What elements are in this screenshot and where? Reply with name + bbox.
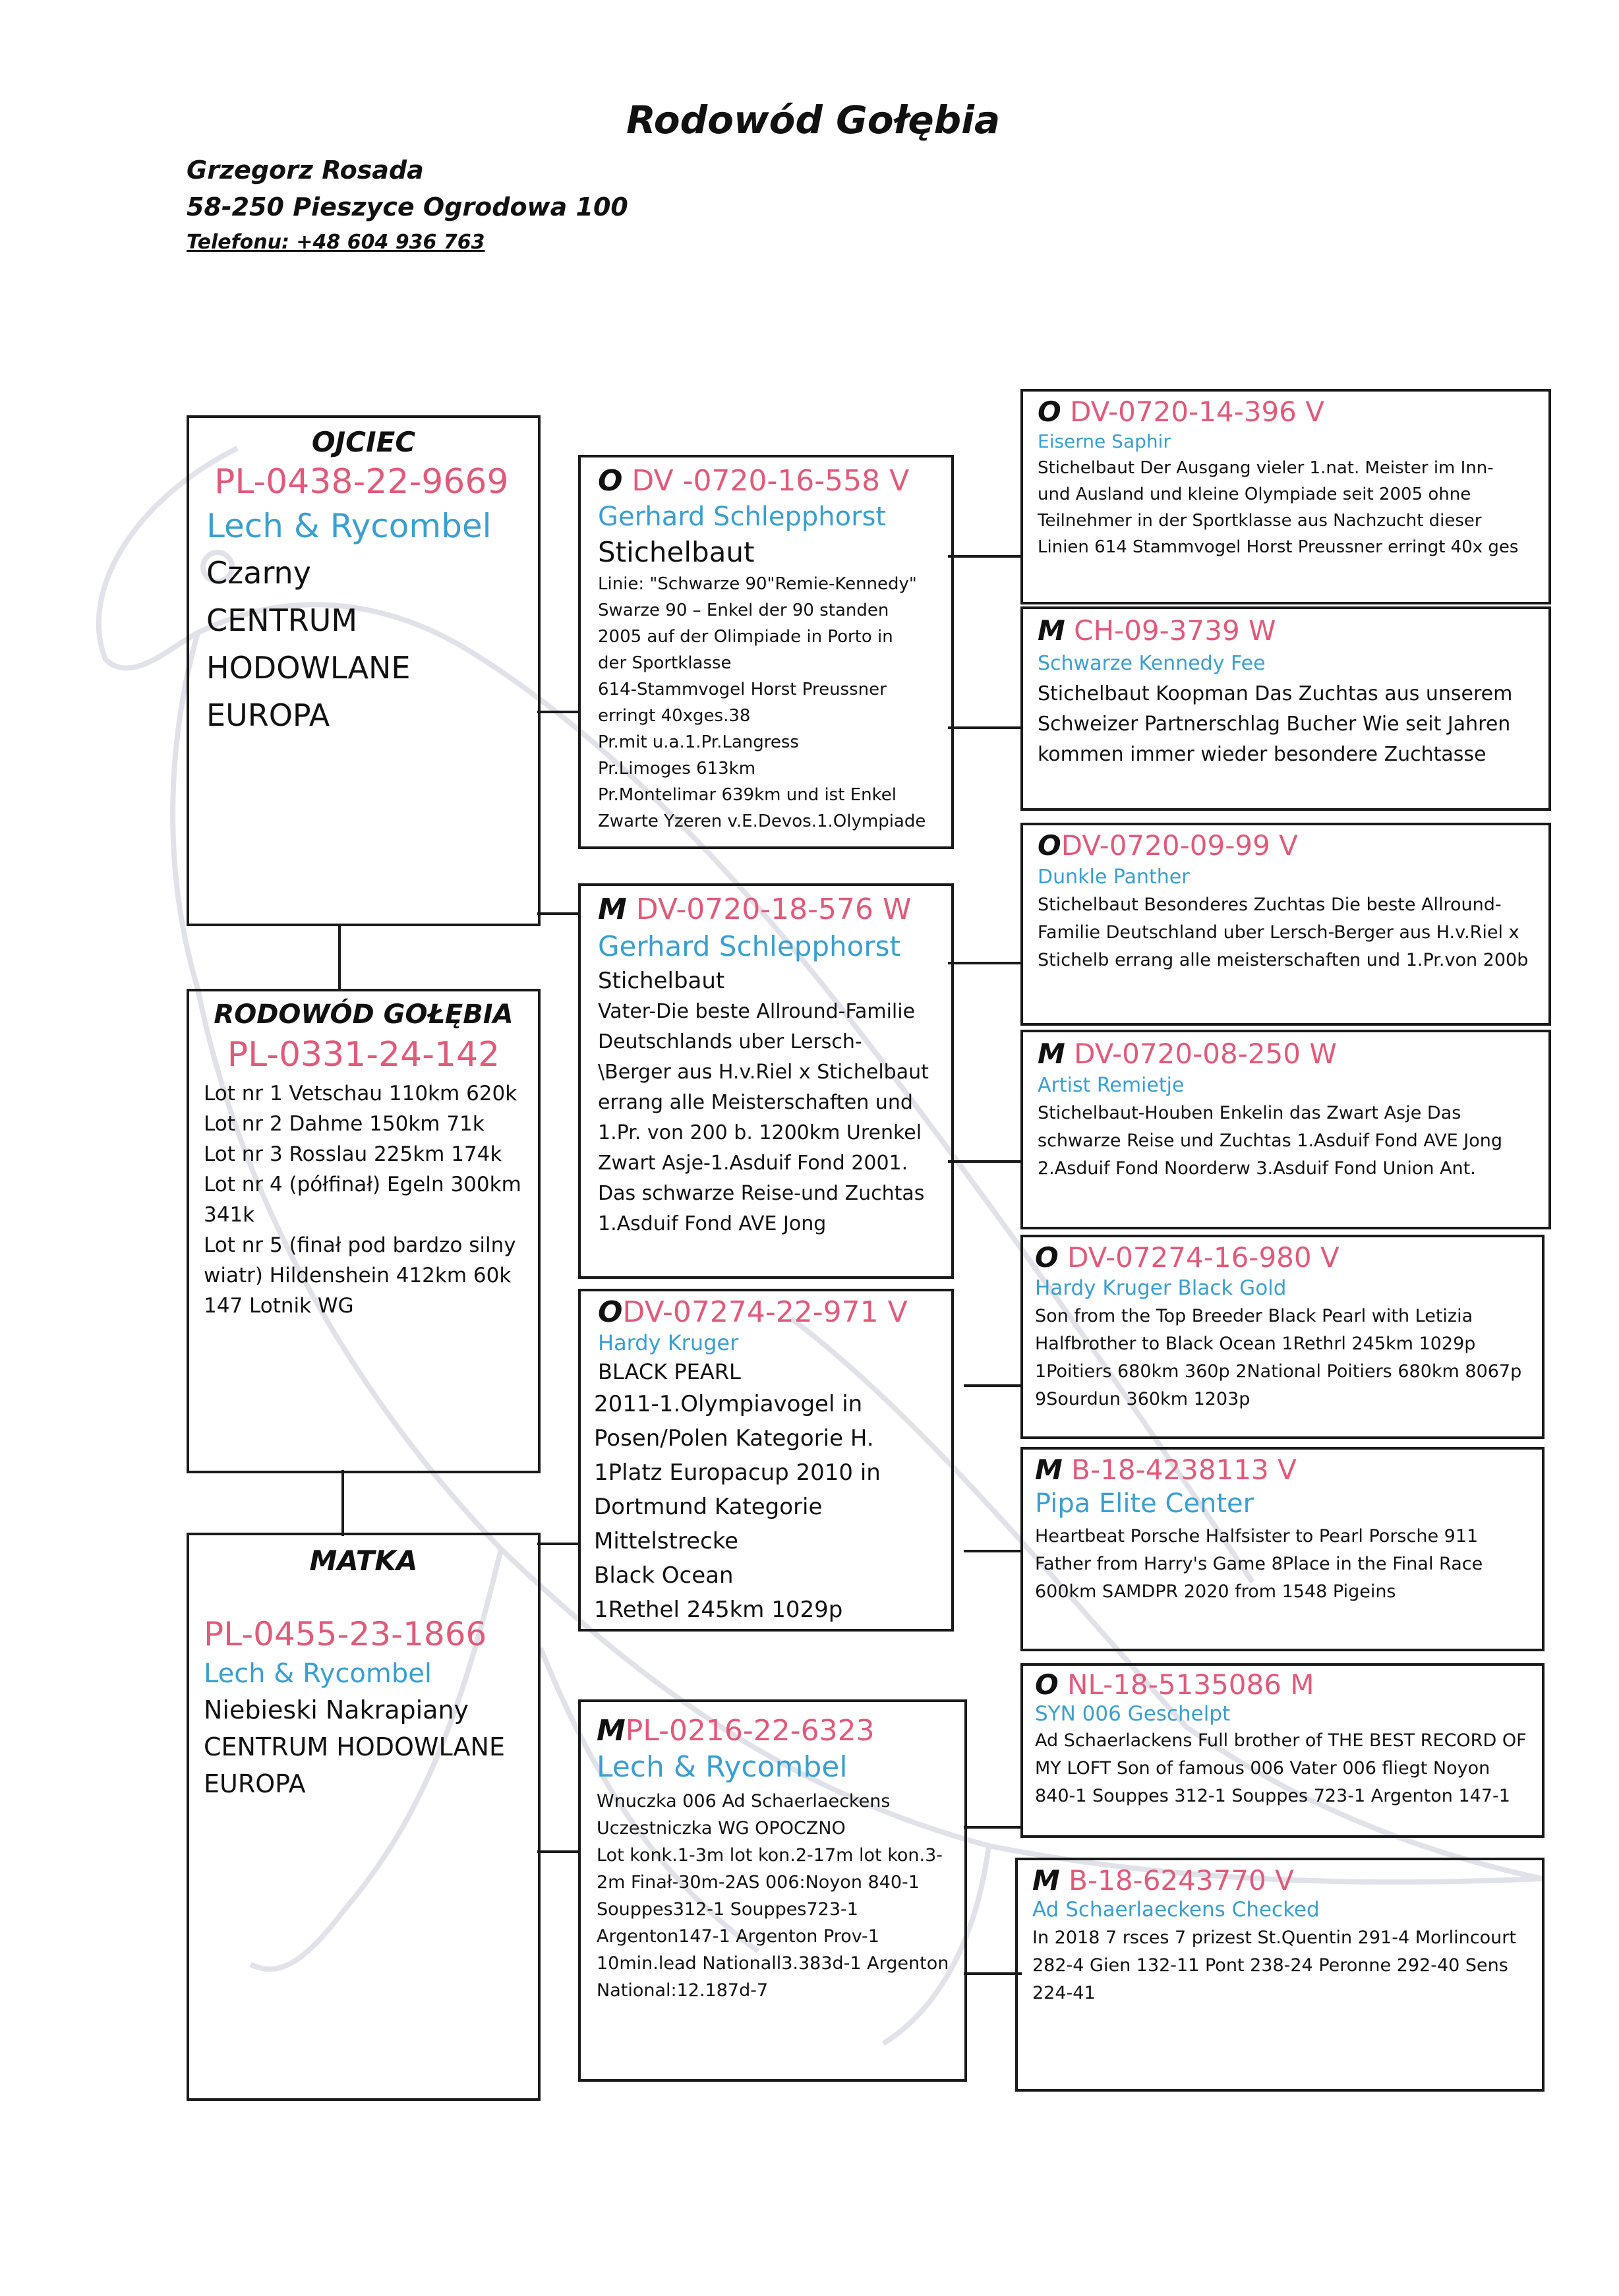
sex-marker: M bbox=[1038, 614, 1065, 647]
gen2-card bbox=[578, 1699, 967, 2082]
gen3-card bbox=[1020, 1235, 1545, 1439]
subject-details: Lot nr 1 Vetschau 110km 620k Lot nr 2 Dahme 150km 71k Lot nr 3 Rosslau 225km 174k Lot nr 4 (półfinał) Egeln 300km 341k Lot nr 5 (finał pod bardzo silny wiatr) Hildenshein 412km 60k 147 Lotnik WG bbox=[204, 1082, 521, 1318]
breeder-name: SYN 006 Geschelpt bbox=[1035, 1702, 1231, 1726]
connector-line bbox=[948, 1160, 1022, 1163]
gen3-card bbox=[1020, 1030, 1551, 1229]
pigeon-details: Stichelbaut-Houben Enkelin das Zwart Asje Das schwarze Reise und Zuchtas 1.Asduif Fond AVE Jong 2.Asduif Fond Noorderw 3.Asduif Fond Union Ant. bbox=[1038, 1103, 1502, 1179]
connector-line bbox=[948, 962, 1022, 964]
breeder-name: Gerhard Schlepphorst bbox=[598, 930, 900, 962]
sex-marker: M bbox=[1035, 1454, 1063, 1486]
gen3-card bbox=[1015, 1858, 1545, 2092]
breeder-name: Ad Schaerlaeckens Checked bbox=[1032, 1898, 1320, 1922]
ring-number: DV -0720-16-558 V bbox=[622, 464, 910, 498]
ring-number: DV-07274-22-971 V bbox=[622, 1295, 908, 1329]
breeder-name: Hardy Kruger Black Gold bbox=[1035, 1276, 1287, 1300]
pigeon-details: Stichelbaut Koopman Das Zuchtas aus unserem Schweizer Partnerschlag Bucher Wie seit Jahren kommen immer wieder besondere Zuchtasse bbox=[1038, 682, 1513, 766]
pigeon-details: Wnuczka 006 Ad Schaerlaeckens Uczestniczka WG OPOCZNO Lot konk.1-3m lot kon.2-17m lot kon.3- 2m Finał-30m-2AS 006:Noyon 840-1 Souppes312-1 Souppes723-1 Argenton147-1 Argenton Prov-1 10min.lead Nationall3.383d-1 Argenton National:12.187d-7 bbox=[597, 1791, 949, 2001]
gen3-card bbox=[1020, 1447, 1545, 1651]
connector-line bbox=[964, 1826, 1022, 1829]
gen3-card bbox=[1020, 1663, 1545, 1838]
matka-card bbox=[187, 1533, 541, 2101]
breeder-name: Eiserne Saphir bbox=[1038, 430, 1171, 452]
ojciec-label: OJCIEC bbox=[311, 426, 416, 458]
pigeon-name: BLACK PEARL bbox=[598, 1359, 741, 1384]
connector-line bbox=[964, 1972, 1022, 1975]
pigeon-details: 2011-1.Olympiavogel in Posen/Polen Kategorie H. 1Platz Europacup 2010 in Dortmund Kategorie Mittelstrecke Black Ocean 1Rethel 245km 1029p bbox=[594, 1391, 881, 1623]
gen2-card bbox=[578, 883, 954, 1279]
subject-card bbox=[187, 989, 541, 1473]
owner-name: Grzegorz Rosada bbox=[187, 156, 424, 185]
breeder-name: Gerhard Schlepphorst bbox=[598, 502, 887, 532]
sex-marker: O bbox=[1035, 1668, 1059, 1701]
ring-number: NL-18-5135086 M bbox=[1058, 1668, 1314, 1701]
matka-details: Niebieski Nakrapiany CENTRUM HODOWLANE EUROPA bbox=[204, 1695, 505, 1798]
ring-number: B-18-6243770 V bbox=[1059, 1864, 1294, 1897]
breeder-name: Lech & Rycombel bbox=[597, 1750, 848, 1784]
gen3-card bbox=[1020, 823, 1551, 1026]
owner-phone: Telefonu: +48 604 936 763 bbox=[187, 231, 485, 254]
pigeon-details: Son from the Top Breeder Black Pearl with Letizia Halfbrother to Black Ocean 1Rethrl 245km 1029p 1Poitiers 680km 360p 2National Poitiers 680km 8067p 9Sourdun 360km 1203p bbox=[1035, 1306, 1522, 1409]
sex-marker: O bbox=[1035, 1241, 1059, 1274]
connector-line bbox=[338, 924, 341, 991]
connector-line bbox=[964, 1384, 1022, 1387]
ojciec-breeder: Lech & Rycombel bbox=[206, 507, 492, 545]
pigeon-details: Vater-Die beste Allround-Familie Deutschlands uber Lersch- \Berger aus H.v.Riel x Stichelbaut errang alle Meisterschaften und 1.Pr. von 200 b. 1200km Urenkel Zwart Asje-1.Asduif Fond 2001. Das schwarze Reise-und Zuchtas 1.Asduif Fond AVE Jong bbox=[598, 1000, 929, 1235]
connector-line bbox=[537, 912, 578, 915]
sex-marker: M bbox=[598, 893, 627, 926]
breeder-name: Schwarze Kennedy Fee bbox=[1038, 652, 1266, 675]
connector-line bbox=[964, 1550, 1022, 1552]
pigeon-name: Stichelbaut bbox=[598, 968, 725, 994]
gen2-card bbox=[578, 1289, 954, 1632]
subject-ring: PL-0331-24-142 bbox=[227, 1035, 500, 1074]
matka-breeder: Lech & Rycombel bbox=[204, 1659, 432, 1689]
ojciec-card bbox=[187, 415, 541, 926]
connector-line bbox=[341, 1470, 344, 1536]
pigeon-details: Ad Schaerlackens Full brother of THE BEST RECORD OF MY LOFT Son of famous 006 Vater 006 fliegt Noyon 840-1 Souppes 312-1 Souppes 723-1 Argenton 147-1 bbox=[1035, 1730, 1527, 1806]
ring-number: DV-0720-08-250 W bbox=[1065, 1038, 1337, 1070]
ring-number: CH-09-3739 W bbox=[1065, 614, 1276, 647]
ojciec-details: Czarny CENTRUM HODOWLANE EUROPA bbox=[206, 555, 411, 733]
ojciec-ring: PL-0438-22-9669 bbox=[214, 462, 509, 502]
ring-number: PL-0216-22-6323 bbox=[625, 1714, 875, 1748]
gen3-card bbox=[1020, 606, 1551, 811]
gen3-card bbox=[1020, 389, 1551, 604]
pigeon-details: Stichelbaut Der Ausgang vieler 1.nat. Meister im Inn- und Ausland und kleine Olympiade seit 2005 ohne Teilnehmer in der Sportklasse aus Nachzucht dieser Linien 614 Stammvogel Horst Preussner erringt 40x ges bbox=[1038, 458, 1519, 557]
pigeon-name: Stichelbaut bbox=[598, 536, 755, 568]
document-title: Rodowód Gołębia bbox=[626, 98, 1001, 142]
breeder-name: Artist Remietje bbox=[1038, 1074, 1185, 1097]
breeder-name: Pipa Elite Center bbox=[1035, 1488, 1254, 1519]
ring-number: B-18-4238113 V bbox=[1062, 1454, 1297, 1486]
sex-marker: O bbox=[598, 464, 623, 498]
ring-number: DV-07274-16-980 V bbox=[1058, 1241, 1339, 1274]
matka-label: MATKA bbox=[309, 1545, 418, 1577]
sex-marker: O bbox=[598, 1295, 623, 1329]
pigeon-details: Stichelbaut Besonderes Zuchtas Die beste Allround- Familie Deutschland uber Lersch-Berger aus H.v.Riel x Stichelb errang alle meisterschaften und 1.Pr.von 200b bbox=[1038, 895, 1529, 970]
ring-number: DV-0720-18-576 W bbox=[626, 893, 912, 926]
connector-line bbox=[537, 1850, 578, 1853]
gen2-card bbox=[578, 455, 954, 849]
sex-marker: O bbox=[1038, 829, 1061, 862]
connector-line bbox=[948, 726, 1022, 729]
ring-number: DV-0720-14-396 V bbox=[1061, 396, 1324, 428]
sex-marker: M bbox=[597, 1714, 626, 1748]
connector-line bbox=[948, 555, 1022, 558]
subject-label: RODOWÓD GOŁĘBIA bbox=[214, 999, 514, 1030]
sex-marker: M bbox=[1032, 1864, 1060, 1897]
pigeon-details: Linie: "Schwarze 90"Remie-Kennedy" Swarze 90 – Enkel der 90 standen 2005 auf der Olimpiade in Porto in der Sportklasse 614-Stammvogel Horst Preussner erringt 40xges.38 Pr.mit u.a.1.Pr.Langress Pr.Limoges 613km Pr.Montelimar 639km und ist Enkel Zwarte Yzeren v.E.Devos.1.Olympiade bbox=[598, 574, 926, 831]
sex-marker: O bbox=[1038, 396, 1061, 428]
ring-number: DV-0720-09-99 V bbox=[1061, 829, 1298, 862]
owner-address: 58-250 Pieszyce Ogrodowa 100 bbox=[187, 192, 628, 221]
breeder-name: Dunkle Panther bbox=[1038, 866, 1190, 889]
matka-ring: PL-0455-23-1866 bbox=[204, 1615, 487, 1653]
sex-marker: M bbox=[1038, 1038, 1065, 1070]
connector-line bbox=[537, 711, 578, 713]
pigeon-details: In 2018 7 rsces 7 prizest St.Quentin 291-4 Morlincourt 282-4 Gien 132-11 Pont 238-24 Peronne 292-40 Sens 224-41 bbox=[1032, 1928, 1516, 2003]
pigeon-details: Heartbeat Porsche Halfsister to Pearl Porsche 911 Father from Harry's Game 8Place in the Final Race 600km SAMDPR 2020 from 1548 Pigeins bbox=[1035, 1526, 1483, 1602]
connector-line bbox=[537, 1543, 578, 1545]
breeder-name: Hardy Kruger bbox=[598, 1330, 739, 1355]
